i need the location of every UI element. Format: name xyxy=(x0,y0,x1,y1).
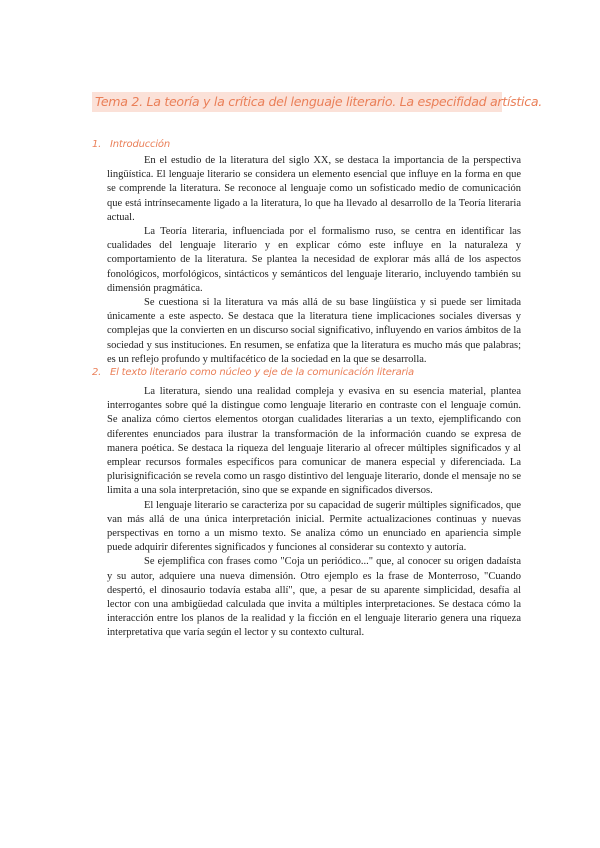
paragraph: Se cuestiona si la literatura va más allá de su base lingüística y si puede ser limitada únicamente a este aspecto. Se destaca que la literatura tiene implicaciones sociales diversas y complejas que la convierten en un discurso social significativo, influyendo en varios ámbitos de la sociedad y sus instituciones. En resumen, se enfatiza que la literatura es mucho más que palabras; es un reflejo profundo y multifacético de la sociedad en la que se desarrolla. xyxy=(107,297,521,365)
section-heading-texto-literario xyxy=(92,367,414,378)
document-title: Tema 2. La teoría y la crítica del lenguaje literario. La especifidad artística. xyxy=(95,94,542,109)
section-number: 1. xyxy=(92,139,102,150)
paragraph: Se ejemplifica con frases como "Coja un periódico..." que, al conocer su origen dadaísta y su autor, adquiere una nueva dimensión. Otro ejemplo es la frase de Monterroso, "Cuando despertó, el dinosaurio todavía estaba allí", que, a pesar de su aparente simplicidad, desafía al lector con una ambigüedad calculada que invita a múltiples interpretaciones. Se destaca cómo la interacción entre los planos de la realidad y la ficción en el lenguaje literario genera una riqueza interpretativa que varía según el lector y su contexto cultural. xyxy=(107,556,521,639)
paragraph: La Teoría literaria, influenciada por el formalismo ruso, se centra en identificar las cualidades del lenguaje literario y en explicar cómo este influye en la naturaleza y comportamiento de la literatura. Se plantea la necesidad de explorar más allá de los aspectos fonológicos, morfológicos, sintácticos y semánticos del lenguaje literario, incluyendo también su dimensión pragmática. xyxy=(107,226,521,294)
paragraph: En el estudio de la literatura del siglo XX, se destaca la importancia de la perspectiva lingüística. El lenguaje literario se considera un elemento esencial que influye en la forma en que se comprende la literatura. Se reconoce al lenguaje como un sofisticado medio de comunicación que está intrínsecamente ligado a la literatura, lo que ha llevado al desarrollo de la Teoría literaria actual. xyxy=(107,155,521,223)
section-heading-text: El texto literario como núcleo y eje de la comunicación literaria xyxy=(110,367,414,378)
section-heading-introduccion xyxy=(92,139,170,150)
paragraph: El lenguaje literario se caracteriza por su capacidad de sugerir múltiples significados, que van más allá de una única interpretación inicial. Permite actualizaciones continuas y nuevas perspectivas en torno a un mismo texto. Se analiza cómo un enunciado en apariencia simple puede adquirir diferentes significados y funciones al considerar su contexto y autoría. xyxy=(107,499,521,554)
section-body-texto-literario xyxy=(107,385,521,641)
section-heading-text: Introducción xyxy=(110,139,170,150)
section-number: 2. xyxy=(92,367,102,378)
paragraph: La literatura, siendo una realidad compleja y evasiva en su esencia material, plantea interrogantes sobre qué la distingue como lenguaje literario en contraste con el lenguaje común. Se analiza cómo ciertos elementos otorgan cualidades literarias a un texto, ejemplificando con diferentes enunciados para ilustrar la transformación de la información cuando se expresa de manera poética. Se destaca la riqueza del lenguaje literario al ofrecer múltiples significados y al emplear recursos formales específicos para comunicar de manera especial y diferenciada. La plurisignificación se revela como un rasgo distintivo del lenguaje literario, donde el mensaje no se limita a una sola interpretación, sino que se expande en significados diversos. xyxy=(107,386,521,497)
section-body-introduccion xyxy=(107,154,521,367)
